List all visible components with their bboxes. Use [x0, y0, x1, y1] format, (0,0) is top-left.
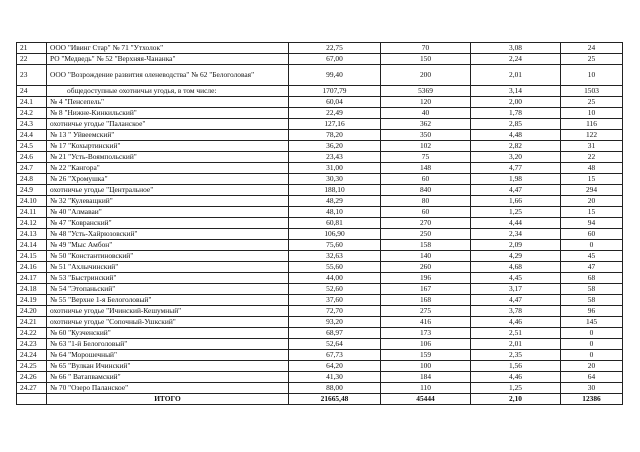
row-name: № 53 "Быстринский" — [47, 273, 289, 284]
row-name: № 66 " Ватапвамский" — [47, 372, 289, 383]
row-name: № 13 " Уйвеемский" — [47, 130, 289, 141]
row-number: 24 — [17, 86, 47, 97]
row-name: № 47 "Ковранский" — [47, 218, 289, 229]
row-count: 120 — [381, 97, 471, 108]
row-area: 75,60 — [289, 240, 381, 251]
row-area: 88,00 — [289, 383, 381, 394]
row-quota: 45 — [561, 251, 623, 262]
row-count: 80 — [381, 196, 471, 207]
row-count: 158 — [381, 240, 471, 251]
row-quota: 68 — [561, 273, 623, 284]
row-name: ООО "Возрождение развития оленеводства" № 62 "Белоголовая" — [47, 65, 289, 86]
row-area: 72,70 — [289, 306, 381, 317]
row-quota: 0 — [561, 240, 623, 251]
row-quota: 22 — [561, 152, 623, 163]
total-area: 21665,48 — [289, 394, 381, 405]
row-name: № 70 "Озеро Паланское" — [47, 383, 289, 394]
row-quota: 116 — [561, 119, 623, 130]
row-count: 416 — [381, 317, 471, 328]
row-quota: 25 — [561, 54, 623, 65]
row-number: 23 — [17, 65, 47, 86]
row-number: 24.21 — [17, 317, 47, 328]
row-count: 70 — [381, 43, 471, 54]
document-page — [16, 42, 622, 405]
row-area: 188,10 — [289, 185, 381, 196]
row-density: 2,01 — [471, 65, 561, 86]
row-density: 4,48 — [471, 130, 561, 141]
row-number: 21 — [17, 43, 47, 54]
row-area: 52,60 — [289, 284, 381, 295]
row-name: общедоступные охотничьи угодья, в том числе: — [47, 86, 289, 97]
table-row — [17, 328, 623, 339]
row-name: № 51 "Ахлычинский" — [47, 262, 289, 273]
row-quota: 47 — [561, 262, 623, 273]
row-density: 4,46 — [471, 372, 561, 383]
row-area: 48,29 — [289, 196, 381, 207]
row-area: 37,60 — [289, 295, 381, 306]
row-number: 24.16 — [17, 262, 47, 273]
total-label: ИТОГО — [47, 394, 289, 405]
row-quota: 10 — [561, 108, 623, 119]
row-number: 24.22 — [17, 328, 47, 339]
row-number: 24.4 — [17, 130, 47, 141]
row-density: 1,25 — [471, 383, 561, 394]
row-number: 22 — [17, 54, 47, 65]
table-row — [17, 97, 623, 108]
row-name: охотничье угодье "Паланское" — [47, 119, 289, 130]
table-row — [17, 196, 623, 207]
table-row — [17, 119, 623, 130]
row-density: 1,25 — [471, 207, 561, 218]
row-number: 24.19 — [17, 295, 47, 306]
row-name: № 32 "Кулеващкий" — [47, 196, 289, 207]
total-row — [17, 394, 623, 405]
table-row — [17, 174, 623, 185]
row-area: 67,73 — [289, 350, 381, 361]
row-name: № 21 "Усть-Воямпольский" — [47, 152, 289, 163]
row-number: 24.8 — [17, 174, 47, 185]
row-area: 31,00 — [289, 163, 381, 174]
row-density: 3,08 — [471, 43, 561, 54]
row-quota: 24 — [561, 43, 623, 54]
row-count: 140 — [381, 251, 471, 262]
row-area: 93,20 — [289, 317, 381, 328]
table-row — [17, 229, 623, 240]
row-name: № 4 "Пенсепель" — [47, 97, 289, 108]
row-quota: 15 — [561, 174, 623, 185]
row-count: 167 — [381, 284, 471, 295]
table-row — [17, 207, 623, 218]
row-name: № 50 "Константиновский" — [47, 251, 289, 262]
row-name: РО "Медведь" № 52 "Верхняя-Чананка" — [47, 54, 289, 65]
total-count: 45444 — [381, 394, 471, 405]
row-number: 24.14 — [17, 240, 47, 251]
row-area: 127,16 — [289, 119, 381, 130]
row-count: 168 — [381, 295, 471, 306]
table-row — [17, 306, 623, 317]
row-name: № 17 "Кохыртинский" — [47, 141, 289, 152]
row-density: 4,44 — [471, 218, 561, 229]
row-number: 24.13 — [17, 229, 47, 240]
table-row — [17, 108, 623, 119]
row-name: № 55 "Верхне 1-я Белоголовый" — [47, 295, 289, 306]
row-number: 24.17 — [17, 273, 47, 284]
row-density: 4,45 — [471, 273, 561, 284]
row-number: 24.11 — [17, 207, 47, 218]
row-quota: 294 — [561, 185, 623, 196]
row-number: 24.25 — [17, 361, 47, 372]
row-quota: 15 — [561, 207, 623, 218]
table-row — [17, 262, 623, 273]
row-density: 1,66 — [471, 196, 561, 207]
row-density: 4,68 — [471, 262, 561, 273]
table-row — [17, 317, 623, 328]
row-name: № 60 "Кузченский" — [47, 328, 289, 339]
row-count: 260 — [381, 262, 471, 273]
row-area: 60,81 — [289, 218, 381, 229]
hunting-grounds-table — [16, 42, 623, 405]
row-quota: 1503 — [561, 86, 623, 97]
row-area: 106,90 — [289, 229, 381, 240]
row-area: 32,63 — [289, 251, 381, 262]
table-row — [17, 284, 623, 295]
row-density: 4,77 — [471, 163, 561, 174]
table-row — [17, 43, 623, 54]
row-density: 4,46 — [471, 317, 561, 328]
row-area: 64,20 — [289, 361, 381, 372]
row-area: 55,60 — [289, 262, 381, 273]
row-density: 2,24 — [471, 54, 561, 65]
table-row — [17, 65, 623, 86]
row-name: № 54 "Этопаньский" — [47, 284, 289, 295]
row-name: ООО "Ивинг Стар" № 71 "Утхолок" — [47, 43, 289, 54]
row-number: 24.12 — [17, 218, 47, 229]
row-number: 24.9 — [17, 185, 47, 196]
row-name: охотничье угодье "Центральное" — [47, 185, 289, 196]
row-area: 52,64 — [289, 339, 381, 350]
row-density: 2,01 — [471, 339, 561, 350]
row-quota: 48 — [561, 163, 623, 174]
table-row — [17, 295, 623, 306]
row-quota: 0 — [561, 339, 623, 350]
row-density: 4,29 — [471, 251, 561, 262]
table-row — [17, 130, 623, 141]
row-count: 60 — [381, 207, 471, 218]
row-number: 24.1 — [17, 97, 47, 108]
row-area: 78,20 — [289, 130, 381, 141]
row-count: 275 — [381, 306, 471, 317]
row-quota: 96 — [561, 306, 623, 317]
row-density: 2,35 — [471, 350, 561, 361]
row-count: 75 — [381, 152, 471, 163]
row-quota: 0 — [561, 328, 623, 339]
row-number: 24.27 — [17, 383, 47, 394]
table-row — [17, 251, 623, 262]
row-quota: 58 — [561, 295, 623, 306]
row-quota: 20 — [561, 361, 623, 372]
row-name: № 22 "Кангора" — [47, 163, 289, 174]
table-row — [17, 372, 623, 383]
row-quota: 145 — [561, 317, 623, 328]
row-number: 24.5 — [17, 141, 47, 152]
row-density: 3,20 — [471, 152, 561, 163]
table-body — [17, 43, 623, 405]
row-count: 102 — [381, 141, 471, 152]
row-density: 2,34 — [471, 229, 561, 240]
table-row — [17, 273, 623, 284]
row-area: 30,30 — [289, 174, 381, 185]
row-number: 24.2 — [17, 108, 47, 119]
row-count: 110 — [381, 383, 471, 394]
table-row — [17, 141, 623, 152]
row-area: 23,43 — [289, 152, 381, 163]
row-count: 5369 — [381, 86, 471, 97]
total-quota: 12386 — [561, 394, 623, 405]
row-count: 362 — [381, 119, 471, 130]
row-density: 1,78 — [471, 108, 561, 119]
row-density: 4,47 — [471, 185, 561, 196]
row-quota: 60 — [561, 229, 623, 240]
row-density: 2,85 — [471, 119, 561, 130]
row-number: 24.20 — [17, 306, 47, 317]
row-density: 1,56 — [471, 361, 561, 372]
row-name: № 48 "Усть-Хайрюзовский" — [47, 229, 289, 240]
row-name: № 40 "Алмаваи" — [47, 207, 289, 218]
row-area: 1707,79 — [289, 86, 381, 97]
row-count: 350 — [381, 130, 471, 141]
row-density: 3,14 — [471, 86, 561, 97]
row-quota: 0 — [561, 350, 623, 361]
row-area: 99,40 — [289, 65, 381, 86]
row-count: 196 — [381, 273, 471, 284]
row-quota: 58 — [561, 284, 623, 295]
row-name: № 64 "Морошечный" — [47, 350, 289, 361]
row-number: 24.23 — [17, 339, 47, 350]
row-count: 148 — [381, 163, 471, 174]
row-area: 44,00 — [289, 273, 381, 284]
row-count: 40 — [381, 108, 471, 119]
table-row — [17, 163, 623, 174]
table-row — [17, 240, 623, 251]
row-quota: 20 — [561, 196, 623, 207]
row-density: 3,78 — [471, 306, 561, 317]
table-row — [17, 361, 623, 372]
row-density: 2,00 — [471, 97, 561, 108]
row-count: 184 — [381, 372, 471, 383]
row-count: 200 — [381, 65, 471, 86]
table-row — [17, 86, 623, 97]
row-number: 24.26 — [17, 372, 47, 383]
row-number: 24.7 — [17, 163, 47, 174]
table-row — [17, 218, 623, 229]
row-number: 24.6 — [17, 152, 47, 163]
total-density: 2,10 — [471, 394, 561, 405]
row-count: 60 — [381, 174, 471, 185]
row-count: 106 — [381, 339, 471, 350]
row-number: 24.3 — [17, 119, 47, 130]
table-row — [17, 152, 623, 163]
row-name: № 49 "Мыс Амбон" — [47, 240, 289, 251]
row-name: № 63 "1-й Белоголовый" — [47, 339, 289, 350]
table-row — [17, 383, 623, 394]
row-name: № 8 "Нижне-Кинкильский" — [47, 108, 289, 119]
row-area: 60,04 — [289, 97, 381, 108]
row-area: 22,75 — [289, 43, 381, 54]
row-density: 3,17 — [471, 284, 561, 295]
row-name: охотничье угодье "Ичинский-Кешумный" — [47, 306, 289, 317]
row-number: 24.10 — [17, 196, 47, 207]
row-area: 67,00 — [289, 54, 381, 65]
table-row — [17, 54, 623, 65]
row-area: 41,30 — [289, 372, 381, 383]
row-count: 159 — [381, 350, 471, 361]
row-count: 250 — [381, 229, 471, 240]
row-density: 2,82 — [471, 141, 561, 152]
table-row — [17, 185, 623, 196]
row-quota: 10 — [561, 65, 623, 86]
row-name: охотничье угодье "Сопочный-Ушкский" — [47, 317, 289, 328]
row-area: 48,10 — [289, 207, 381, 218]
row-area: 68,97 — [289, 328, 381, 339]
row-number: 24.24 — [17, 350, 47, 361]
row-count: 173 — [381, 328, 471, 339]
table-row — [17, 339, 623, 350]
row-density: 4,47 — [471, 295, 561, 306]
row-quota: 25 — [561, 97, 623, 108]
row-number: 24.18 — [17, 284, 47, 295]
row-number: 24.15 — [17, 251, 47, 262]
row-name: № 26 "Хромушка" — [47, 174, 289, 185]
row-count: 840 — [381, 185, 471, 196]
row-count: 270 — [381, 218, 471, 229]
total-number-cell — [17, 394, 47, 405]
row-area: 36,20 — [289, 141, 381, 152]
row-quota: 94 — [561, 218, 623, 229]
table-row — [17, 350, 623, 361]
row-quota: 122 — [561, 130, 623, 141]
row-density: 1,98 — [471, 174, 561, 185]
row-count: 150 — [381, 54, 471, 65]
row-name: № 65 "Вулкан Ичинский" — [47, 361, 289, 372]
row-area: 22,49 — [289, 108, 381, 119]
row-quota: 64 — [561, 372, 623, 383]
row-quota: 30 — [561, 383, 623, 394]
row-quota: 31 — [561, 141, 623, 152]
row-count: 100 — [381, 361, 471, 372]
row-density: 2,51 — [471, 328, 561, 339]
row-density: 2,09 — [471, 240, 561, 251]
